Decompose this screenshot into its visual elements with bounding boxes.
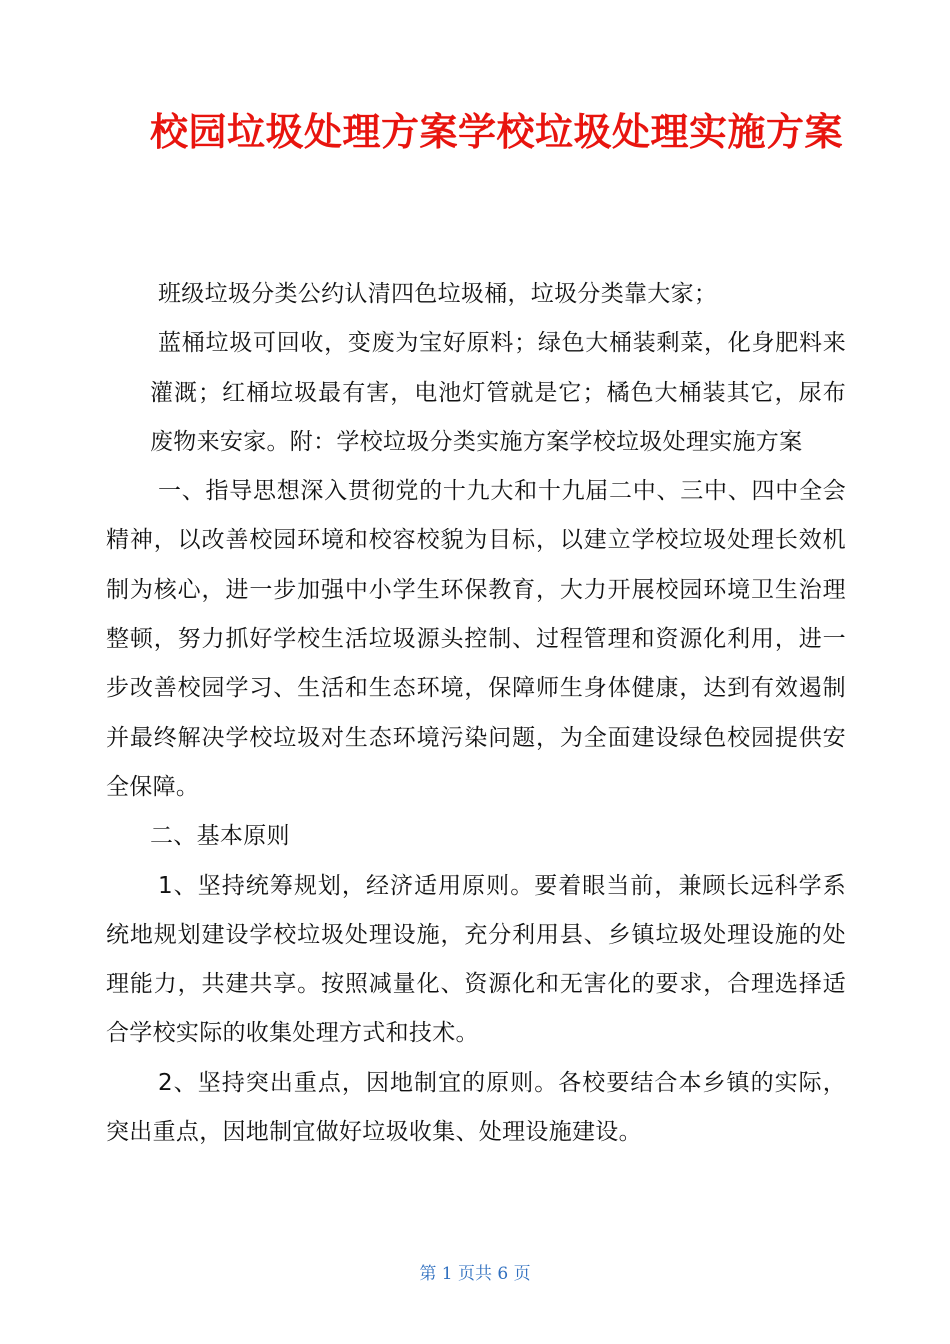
document-body xyxy=(106,270,846,1157)
paragraph-guiding-ideology: 一、指导思想深入贯彻党的十九大和十九届二中、三中、四中全会精神，以改善校园环境和校容校貌为目标，以建立学校垃圾处理长效机制为核心，进一步加强中小学生环保教育，大力开展校园环境卫生治理整顿，努力抓好学校生活垃圾源头控制、过程管理和资源化利用，进一步改善校园学习、生活和生态环境，保障师生身体健康，达到有效遏制并最终解决学校垃圾对生态环境污染问题，为全面建设绿色校园提供安全保障。 xyxy=(106,478,846,800)
paragraph-principle-2: 2、坚持突出重点，因地制宜的原则。各校要结合本乡镇的实际，突出重点，因地制宜做好垃圾收集、处理设施建设。 xyxy=(106,1069,846,1146)
page-number-footer xyxy=(0,1262,950,1286)
paragraph-convention-intro: 班级垃圾分类公约认清四色垃圾桶，垃圾分类靠大家； xyxy=(158,281,718,307)
total-pages-number: 6 xyxy=(497,1264,509,1284)
document-title: 校园垃圾处理方案学校垃圾处理实施方案 xyxy=(150,110,844,154)
page-prefix: 第 xyxy=(419,1264,437,1284)
page-suffix: 页 xyxy=(513,1264,531,1284)
current-page-number: 1 xyxy=(441,1264,453,1284)
section-heading-basic-principles: 二、基本原则 xyxy=(150,823,290,850)
page-middle: 页共 xyxy=(458,1264,492,1284)
paragraph-principle-1: 1、坚持统筹规划，经济适用原则。要着眼当前，兼顾长远科学系统地规划建设学校垃圾处理设施，充分利用县、乡镇垃圾处理设施的处理能力，共建共享。按照减量化、资源化和无害化的要求，合理选择适合学校实际的收集处理方式和技术。 xyxy=(106,872,846,1047)
paragraph-bin-rules: 蓝桶垃圾可回收，变废为宝好原料；绿色大桶装剩菜，化身肥料来灌溉；红桶垃圾最有害，电池灯管就是它；橘色大桶装其它，尿布废物来安家。附：学校垃圾分类实施方案学校垃圾处理实施方案 xyxy=(150,330,846,455)
